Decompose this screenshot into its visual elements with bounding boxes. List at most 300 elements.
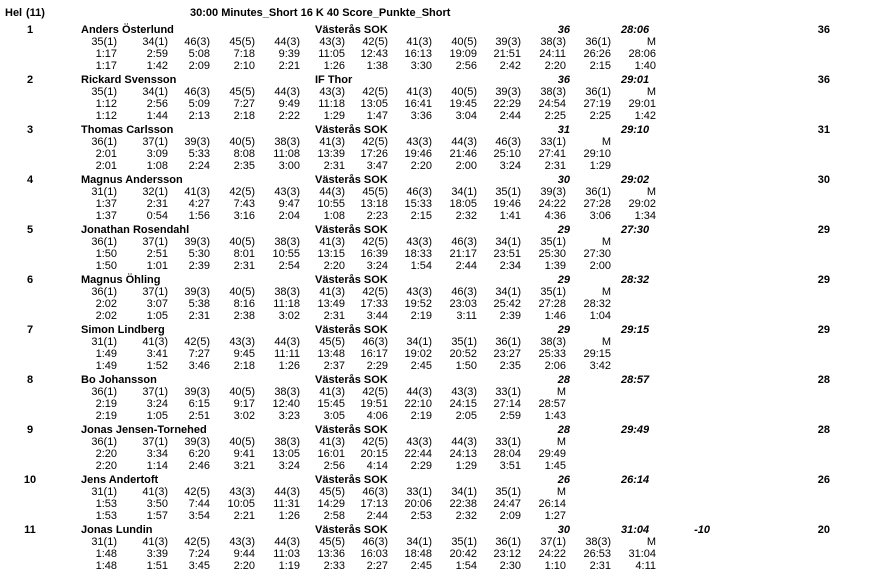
split-time: 1:54 (410, 260, 432, 272)
control-code: 43(3) (406, 436, 432, 448)
split-time: 3:44 (366, 310, 388, 322)
control-code: 38(3) (274, 286, 300, 298)
cumulative-time: 18:48 (404, 548, 432, 560)
split-time: 2:54 (278, 260, 300, 272)
control-code: 34(1) (451, 486, 477, 498)
cumulative-time: 13:49 (317, 298, 345, 310)
split-time: 1:45 (544, 460, 566, 472)
split-time: 3:02 (278, 310, 300, 322)
cumulative-time: 24:54 (538, 98, 566, 110)
cumulative-time: 4:27 (188, 198, 210, 210)
control-code: 38(3) (274, 386, 300, 398)
cumulative-time: 1:53 (95, 498, 117, 510)
control-code: 34(1) (495, 236, 521, 248)
runner-total: 29 (817, 274, 830, 286)
control-code: 42(5) (184, 486, 210, 498)
runner-time: 29:02 (621, 174, 650, 186)
runner-club: Västerås SOK (315, 224, 388, 236)
cumulative-time: 6:15 (188, 398, 210, 410)
control-code: 38(3) (274, 236, 300, 248)
runner-name: Jonas Lundin (81, 524, 153, 536)
split-time: 3:24 (499, 160, 521, 172)
cumulative-time: 17:26 (360, 148, 388, 160)
split-time: 1:42 (634, 110, 656, 122)
cumulative-time: 3:09 (146, 148, 168, 160)
cumulative-time: 15:33 (404, 198, 432, 210)
control-code: 39(3) (495, 86, 521, 98)
cumulative-time: 24:13 (449, 448, 477, 460)
split-time: 2:44 (366, 510, 388, 522)
split-time: 2:45 (410, 560, 432, 572)
cumulative-time: 13:15 (317, 248, 345, 260)
split-time: 3:54 (188, 510, 210, 522)
cumulative-time: 19:52 (404, 298, 432, 310)
control-code: 46(3) (495, 136, 521, 148)
control-code: 39(3) (184, 136, 210, 148)
cumulative-time: 11:31 (273, 498, 300, 510)
runner-time: 28:06 (621, 24, 650, 36)
control-code: 38(3) (540, 36, 566, 48)
cumulative-time: 2:01 (95, 148, 117, 160)
control-code: 41(3) (142, 336, 168, 348)
cumulative-time: 25:10 (493, 148, 521, 160)
split-time: 2:10 (233, 60, 255, 72)
runner-time: 29:49 (621, 424, 650, 436)
cumulative-time: 29:15 (583, 348, 611, 360)
cumulative-time: 21:17 (449, 248, 477, 260)
cumulative-time: 2:59 (146, 48, 168, 60)
split-time: 1:14 (146, 460, 168, 472)
control-code: M (646, 36, 656, 48)
control-code: 40(5) (451, 86, 477, 98)
cumulative-time: 5:08 (188, 48, 210, 60)
control-code: 44(3) (274, 36, 300, 48)
split-time: 1:50 (95, 260, 117, 272)
control-code: 31(1) (91, 186, 117, 198)
cumulative-time: 29:10 (583, 148, 611, 160)
split-time: 2:20 (233, 560, 255, 572)
cumulative-time: 29:01 (628, 98, 656, 110)
split-time: 1:26 (323, 60, 345, 72)
cumulative-time: 26:53 (583, 548, 611, 560)
split-time: 3:45 (188, 560, 210, 572)
split-time: 1:39 (544, 260, 566, 272)
split-time: 1:05 (146, 410, 168, 422)
split-time: 2:19 (410, 310, 432, 322)
cumulative-time: 15:45 (317, 398, 345, 410)
control-code: 41(3) (142, 536, 168, 548)
split-time: 2:30 (499, 560, 521, 572)
control-code: 39(3) (184, 436, 210, 448)
runner-name: Jonas Jensen-Tornehed (81, 424, 207, 436)
runner-total: 36 (817, 74, 830, 86)
control-code: 33(1) (540, 136, 566, 148)
split-time: 1:42 (146, 60, 168, 72)
runner-time: 27:30 (621, 224, 650, 236)
control-code: 42(5) (229, 186, 255, 198)
control-code: 34(1) (142, 36, 168, 48)
cumulative-time: 19:02 (404, 348, 432, 360)
cumulative-time: 9:45 (233, 348, 255, 360)
control-code: 39(3) (540, 186, 566, 198)
control-code: M (646, 186, 656, 198)
control-code: 43(3) (319, 36, 345, 48)
runner-name: Rickard Svensson (81, 74, 177, 86)
control-code: 39(3) (495, 36, 521, 48)
split-time: 2:15 (589, 60, 611, 72)
control-code: 35(1) (451, 536, 477, 548)
control-code: 34(1) (142, 86, 168, 98)
cumulative-time: 2:51 (146, 248, 168, 260)
control-code: M (556, 386, 566, 398)
control-code: 39(3) (184, 386, 210, 398)
split-time: 1:52 (146, 360, 168, 372)
cumulative-time: 11:03 (273, 548, 300, 560)
cumulative-time: 5:30 (188, 248, 210, 260)
control-code: 35(1) (495, 486, 521, 498)
split-time: 2:59 (499, 410, 521, 422)
runner-total: 28 (817, 424, 830, 436)
split-time: 2:39 (188, 260, 210, 272)
split-time: 1:27 (544, 510, 566, 522)
control-code: 37(1) (142, 286, 168, 298)
cumulative-time: 7:18 (233, 48, 255, 60)
split-time: 0:54 (146, 210, 168, 222)
control-code: 46(3) (184, 86, 210, 98)
split-time: 2:04 (278, 210, 300, 222)
control-code: 41(3) (319, 386, 345, 398)
cumulative-time: 19:46 (493, 198, 521, 210)
control-code: 44(3) (274, 536, 300, 548)
split-time: 2:39 (499, 310, 521, 322)
runner-total: 30 (817, 174, 830, 186)
split-time: 3:11 (456, 310, 477, 322)
control-code: 46(3) (362, 336, 388, 348)
split-time: 2:32 (455, 510, 477, 522)
control-code: 45(5) (229, 36, 255, 48)
control-code: 33(1) (495, 386, 521, 398)
split-time: 2:45 (410, 360, 432, 372)
cumulative-time: 23:51 (493, 248, 521, 260)
split-time: 3:36 (410, 110, 432, 122)
control-code: 44(3) (451, 136, 477, 148)
cumulative-time: 9:44 (233, 548, 255, 560)
cumulative-time: 13:48 (317, 348, 345, 360)
control-code: 35(1) (495, 186, 521, 198)
control-code: 38(3) (585, 536, 611, 548)
cumulative-time: 28:57 (538, 398, 566, 410)
split-time: 2:22 (278, 110, 300, 122)
cumulative-time: 18:05 (449, 198, 477, 210)
control-code: 41(3) (142, 486, 168, 498)
split-time: 2:31 (323, 160, 345, 172)
runner-total: 29 (817, 224, 830, 236)
control-code: M (601, 136, 611, 148)
cumulative-time: 9:39 (278, 48, 300, 60)
page-title: 30:00 Minutes_Short 16 K 40 Score_Punkte_Short (190, 7, 451, 19)
control-code: 36(1) (585, 186, 611, 198)
control-code: 36(1) (91, 436, 117, 448)
cumulative-time: 23:12 (493, 548, 521, 560)
cumulative-time: 10:55 (317, 198, 345, 210)
runner-total: 29 (817, 324, 830, 336)
control-code: 38(3) (540, 86, 566, 98)
cumulative-time: 8:08 (233, 148, 255, 160)
control-code: M (646, 536, 656, 548)
runner-time: 28:57 (621, 374, 650, 386)
control-code: 43(3) (229, 336, 255, 348)
runner-points: 30 (557, 524, 570, 536)
control-code: 45(5) (319, 336, 345, 348)
cumulative-time: 13:36 (317, 548, 345, 560)
cumulative-time: 23:03 (449, 298, 477, 310)
split-time: 2:18 (233, 360, 255, 372)
control-code: 39(3) (184, 236, 210, 248)
split-time: 2:20 (410, 160, 432, 172)
control-code: 41(3) (319, 136, 345, 148)
split-time: 1:46 (544, 310, 566, 322)
control-code: 33(1) (406, 486, 432, 498)
split-time: 2:19 (410, 410, 432, 422)
runner-rank: 11 (24, 524, 36, 536)
control-code: M (646, 86, 656, 98)
split-time: 2:44 (455, 260, 477, 272)
runner-name: Jonathan Rosendahl (81, 224, 190, 236)
runner-name: Jens Andertoft (81, 474, 159, 486)
cumulative-time: 3:34 (146, 448, 168, 460)
cumulative-time: 24:11 (539, 48, 566, 60)
cumulative-time: 19:51 (360, 398, 388, 410)
runner-club: Västerås SOK (315, 174, 388, 186)
control-code: 43(3) (319, 86, 345, 98)
control-code: 41(3) (184, 186, 210, 198)
control-code: 41(3) (319, 436, 345, 448)
split-time: 1:29 (589, 160, 611, 172)
control-code: 42(5) (362, 36, 388, 48)
control-code: 43(3) (406, 136, 432, 148)
split-time: 4:36 (544, 210, 566, 222)
runner-rank: 9 (26, 424, 34, 436)
cumulative-time: 25:30 (538, 248, 566, 260)
control-code: 40(5) (229, 286, 255, 298)
cumulative-time: 27:14 (493, 398, 521, 410)
control-code: 41(3) (406, 36, 432, 48)
control-code: 44(3) (274, 486, 300, 498)
split-time: 1:05 (146, 310, 168, 322)
runner-total: 36 (817, 24, 830, 36)
split-time: 1:44 (146, 110, 168, 122)
cumulative-time: 1:48 (95, 548, 117, 560)
split-time: 3:16 (233, 210, 255, 222)
control-code: 45(5) (319, 486, 345, 498)
split-time: 2:56 (455, 60, 477, 72)
cumulative-time: 16:13 (404, 48, 432, 60)
runner-count: (11) (26, 7, 45, 19)
runner-total: 31 (817, 124, 830, 136)
control-code: 36(1) (91, 136, 117, 148)
split-time: 2:05 (455, 410, 477, 422)
control-code: 32(1) (142, 186, 168, 198)
cumulative-time: 19:09 (449, 48, 477, 60)
split-time: 3:05 (323, 410, 345, 422)
split-time: 2:38 (233, 310, 255, 322)
cumulative-time: 23:27 (493, 348, 521, 360)
cumulative-time: 9:49 (278, 98, 300, 110)
cumulative-time: 10:55 (272, 248, 300, 260)
control-code: 43(3) (406, 236, 432, 248)
runner-rank: 4 (26, 174, 34, 186)
split-time: 3:51 (499, 460, 521, 472)
control-code: M (601, 286, 611, 298)
runner-points: 30 (557, 174, 570, 186)
cumulative-time: 28:04 (493, 448, 521, 460)
split-time: 2:02 (95, 310, 117, 322)
runner-points: 29 (557, 224, 570, 236)
cumulative-time: 16:17 (360, 348, 388, 360)
cumulative-time: 31:04 (628, 548, 656, 560)
cumulative-time: 7:24 (188, 548, 210, 560)
cumulative-time: 22:29 (493, 98, 521, 110)
control-code: 46(3) (184, 36, 210, 48)
control-code: M (601, 236, 611, 248)
control-code: 40(5) (229, 136, 255, 148)
control-code: 43(3) (229, 536, 255, 548)
runner-club: Västerås SOK (315, 324, 388, 336)
control-code: 37(1) (142, 236, 168, 248)
cumulative-time: 8:01 (233, 248, 255, 260)
split-time: 2:13 (188, 110, 210, 122)
cumulative-time: 22:44 (404, 448, 432, 460)
split-time: 2:34 (499, 260, 521, 272)
control-code: 46(3) (406, 186, 432, 198)
control-code: 42(5) (184, 336, 210, 348)
split-time: 2:01 (95, 160, 117, 172)
cumulative-time: 21:51 (493, 48, 521, 60)
control-code: M (601, 336, 611, 348)
cumulative-time: 27:41 (538, 148, 566, 160)
cumulative-time: 16:01 (317, 448, 345, 460)
split-time: 1:57 (146, 510, 168, 522)
control-code: 44(3) (451, 436, 477, 448)
control-code: 40(5) (229, 436, 255, 448)
control-code: 36(1) (585, 36, 611, 48)
split-time: 1:38 (366, 60, 388, 72)
split-time: 2:20 (95, 460, 117, 472)
cumulative-time: 11:18 (273, 298, 300, 310)
runner-name: Bo Johansson (81, 374, 157, 386)
runner-penalty: -10 (694, 524, 710, 536)
cumulative-time: 11:18 (318, 98, 345, 110)
runner-points: 28 (557, 424, 570, 436)
cumulative-time: 5:09 (188, 98, 210, 110)
split-time: 2:20 (544, 60, 566, 72)
split-time: 2:53 (410, 510, 432, 522)
split-time: 1:47 (366, 110, 388, 122)
split-time: 2:23 (366, 210, 388, 222)
split-time: 2:33 (323, 560, 345, 572)
control-code: 36(1) (91, 236, 117, 248)
cumulative-time: 13:18 (360, 198, 388, 210)
cumulative-time: 5:38 (188, 298, 210, 310)
runner-name: Thomas Carlsson (81, 124, 174, 136)
split-time: 3:06 (589, 210, 611, 222)
control-code: 43(3) (406, 286, 432, 298)
control-code: 37(1) (142, 436, 168, 448)
runner-rank: 3 (26, 124, 34, 136)
cumulative-time: 1:37 (95, 198, 117, 210)
control-code: 36(1) (91, 286, 117, 298)
cumulative-time: 22:38 (449, 498, 477, 510)
split-time: 1:49 (95, 360, 117, 372)
cumulative-time: 26:14 (538, 498, 566, 510)
control-code: 40(5) (451, 36, 477, 48)
runner-points: 36 (557, 74, 570, 86)
runner-name: Magnus Öhling (81, 274, 161, 286)
runner-rank: 8 (26, 374, 34, 386)
split-time: 2:58 (323, 510, 345, 522)
split-time: 1:56 (188, 210, 210, 222)
split-time: 1:26 (278, 510, 300, 522)
cumulative-time: 25:33 (538, 348, 566, 360)
class-label: Hel (5, 7, 23, 19)
cumulative-time: 26:26 (583, 48, 611, 60)
control-code: 43(3) (451, 386, 477, 398)
split-time: 3:46 (188, 360, 210, 372)
runner-rank: 5 (26, 224, 34, 236)
split-time: 1:40 (634, 60, 656, 72)
split-time: 2:15 (410, 210, 432, 222)
split-time: 2:46 (188, 460, 210, 472)
cumulative-time: 18:33 (404, 248, 432, 260)
control-code: 42(5) (184, 536, 210, 548)
split-time: 2:06 (544, 360, 566, 372)
split-time: 3:42 (589, 360, 611, 372)
cumulative-time: 24:22 (538, 548, 566, 560)
runner-club: Västerås SOK (315, 274, 388, 286)
cumulative-time: 1:17 (95, 48, 117, 60)
cumulative-time: 7:27 (233, 98, 255, 110)
split-time: 3:47 (366, 160, 388, 172)
split-time: 1:48 (95, 560, 117, 572)
cumulative-time: 5:33 (188, 148, 210, 160)
split-time: 2:31 (233, 260, 255, 272)
split-time: 1:37 (95, 210, 117, 222)
split-time: 2:21 (233, 510, 255, 522)
split-time: 1:12 (95, 110, 117, 122)
control-code: 42(5) (362, 236, 388, 248)
cumulative-time: 22:10 (404, 398, 432, 410)
cumulative-time: 11:08 (273, 148, 300, 160)
split-time: 2:27 (366, 560, 388, 572)
split-time: 2:42 (499, 60, 521, 72)
cumulative-time: 20:06 (404, 498, 432, 510)
cumulative-time: 20:52 (449, 348, 477, 360)
control-code: 31(1) (91, 486, 117, 498)
cumulative-time: 11:05 (318, 48, 345, 60)
cumulative-time: 12:40 (272, 398, 300, 410)
split-time: 1:54 (455, 560, 477, 572)
cumulative-time: 24:15 (449, 398, 477, 410)
split-time: 1:26 (278, 360, 300, 372)
split-time: 2:51 (188, 410, 210, 422)
split-time: 2:00 (589, 260, 611, 272)
cumulative-time: 3:24 (146, 398, 168, 410)
cumulative-time: 1:50 (95, 248, 117, 260)
split-time: 1:34 (634, 210, 656, 222)
split-time: 4:14 (366, 460, 388, 472)
control-code: 46(3) (451, 286, 477, 298)
cumulative-time: 8:16 (233, 298, 255, 310)
